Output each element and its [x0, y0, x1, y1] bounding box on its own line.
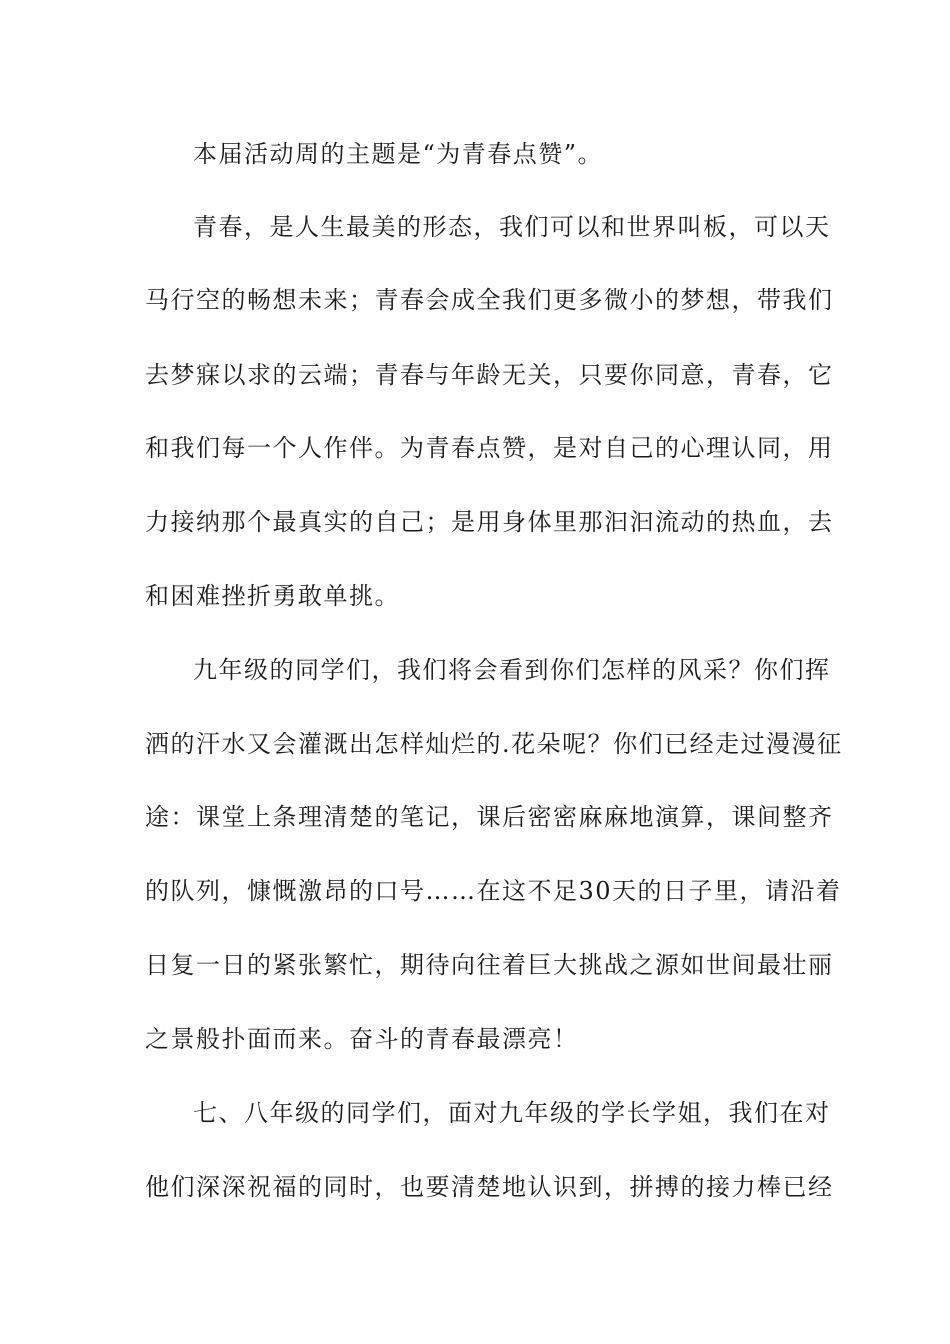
- text-line: 之景般扑面而来。奋斗的青春最漂亮！: [145, 1025, 579, 1053]
- text-line: 日复一日的紧张繁忙，期待向往着巨大挑战之源如世间最壮丽: [145, 951, 834, 979]
- text-line: 马行空的畅想未来；青春会成全我们更多微小的梦想，带我们: [145, 286, 834, 314]
- text-line: 青春，是人生最美的形态，我们可以和世界叫板，可以天: [193, 213, 831, 241]
- text-line: 七、八年级的同学们，面对九年级的学长学姐，我们在对: [193, 1099, 831, 1127]
- text-line: 和我们每一个人作伴。为青春点赞，是对自己的心理认同，用: [145, 434, 834, 462]
- text-line: 途：课堂上条理清楚的笔记，课后密密麻麻地演算，课间整齐: [145, 803, 834, 831]
- text-line: 他们深深祝福的同时，也要清楚地认识到，拼搏的接力棒已经: [145, 1173, 834, 1201]
- text-line: 本届活动周的主题是“为青春点赞”。: [193, 140, 604, 168]
- text-line: 和困难挫折勇敢单挑。: [145, 582, 400, 610]
- text-line: 九年级的同学们，我们将会看到你们怎样的风采？你们挥: [193, 656, 831, 684]
- text-line: 的队列，慷慨激昂的口号……在这不足30天的日子里，请沿着: [145, 877, 842, 905]
- text-line: 去梦寐以求的云端；青春与年龄无关，只要你同意，青春，它: [145, 361, 834, 389]
- text-line: 洒的汗水又会灌溉出怎样灿烂的.花朵呢？你们已经走过漫漫征: [145, 730, 843, 758]
- text-line: 力接纳那个最真实的自己；是用身体里那汩汩流动的热血，去: [145, 508, 834, 536]
